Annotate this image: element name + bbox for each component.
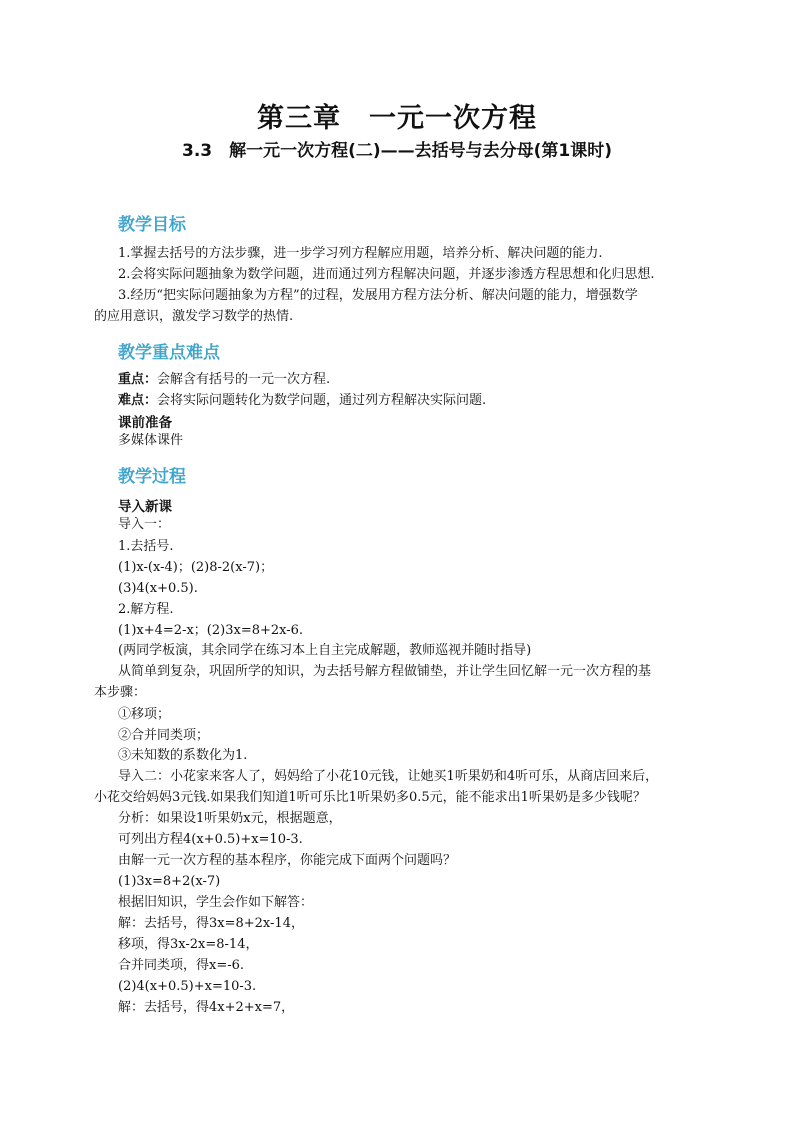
process-line: ①移项；: [118, 707, 171, 722]
process-line: 导入一：: [118, 517, 171, 532]
difficulty-text: 会将实际问题转化为数学问题，通过列方程解决实际问题.: [157, 393, 487, 408]
prep-heading: 课前准备: [118, 415, 172, 431]
prep-text: 多媒体课件: [118, 433, 184, 448]
goal-item: 3.经历“把实际问题抽象为方程”的过程，发展用方程方法分析、解决问题的能力，增强数学: [118, 288, 638, 303]
process-line: (1)3x=8+2(x-7): [118, 874, 221, 889]
keypoints-heading: 教学重点难点: [118, 343, 220, 363]
focus-label: 重点：: [118, 372, 158, 387]
process-line: 可列出方程4(x+0.5)+x=10-3.: [118, 832, 303, 847]
focus-line: [118, 370, 330, 390]
process-line: 小花交给妈妈3元钱.如果我们知道1听可乐比1听果奶多0.5元，能不能求出1听果奶是多少钱呢？: [94, 790, 646, 805]
process-line: 移项，得3x-2x=8-14，: [118, 937, 259, 952]
process-line: 从简单到复杂，巩固所学的知识，为去括号解方程做铺垫，并让学生回忆解一元一次方程的基: [118, 664, 652, 679]
process-line: 2.解方程.: [118, 602, 174, 617]
goal-item: 的应用意识，激发学习数学的热情.: [94, 309, 294, 324]
lesson-subtitle: 3.3 解一元一次方程(二)——去括号与去分母(第1课时): [181, 141, 613, 161]
process-line: (两同学板演，其余同学在练习本上自主完成解题，教师巡视并随时指导): [118, 643, 532, 658]
process-line: 解：去括号，得3x=8+2x-14，: [118, 916, 304, 931]
process-line: 导入二：小花家来客人了，妈妈给了小花10元钱，让她买1听果奶和4听可乐，从商店回来后，: [118, 769, 659, 784]
process-line: (1)x-(x-4)；(2)8-2(x-7)；: [118, 560, 274, 575]
process-line: (1)x+4=2-x；(2)3x=8+2x-6.: [118, 623, 304, 638]
process-line: 由解一元一次方程的基本程序，你能完成下面两个问题吗？: [118, 853, 457, 868]
difficulty-label: 难点：: [118, 393, 158, 408]
process-line: 合并同类项，得x=-6.: [118, 958, 245, 973]
difficulty-line: [118, 391, 486, 411]
focus-text: 会解含有括号的一元一次方程.: [157, 372, 331, 387]
process-line: 1.去括号.: [118, 539, 174, 554]
process-line: ③未知数的系数化为1.: [118, 748, 248, 763]
process-line: 分析：如果设1听果奶x元，根据题意，: [118, 811, 342, 826]
goal-item: 2.会将实际问题抽象为数学问题，进而通过列方程解决问题，并逐步渗透方程思想和化归思想.: [118, 267, 655, 282]
goals-heading: 教学目标: [118, 215, 186, 235]
process-line: ②合并同类项；: [118, 728, 210, 743]
process-line: 解：去括号，得4x+2+x=7，: [118, 1000, 295, 1015]
process-heading: 教学过程: [118, 467, 186, 487]
process-line: (3)4(x+0.5).: [118, 581, 198, 596]
process-line: 本步骤：: [94, 685, 147, 700]
process-line: (2)4(x+0.5)+x=10-3.: [118, 979, 257, 994]
intro-subheading: 导入新课: [118, 499, 172, 515]
process-line: 根据旧知识，学生会作如下解答：: [118, 895, 314, 910]
chapter-title: 第三章 一元一次方程: [257, 103, 537, 134]
goal-item: 1.掌握去括号的方法步骤，进一步学习列方程解应用题，培养分析、解决问题的能力.: [118, 246, 603, 261]
